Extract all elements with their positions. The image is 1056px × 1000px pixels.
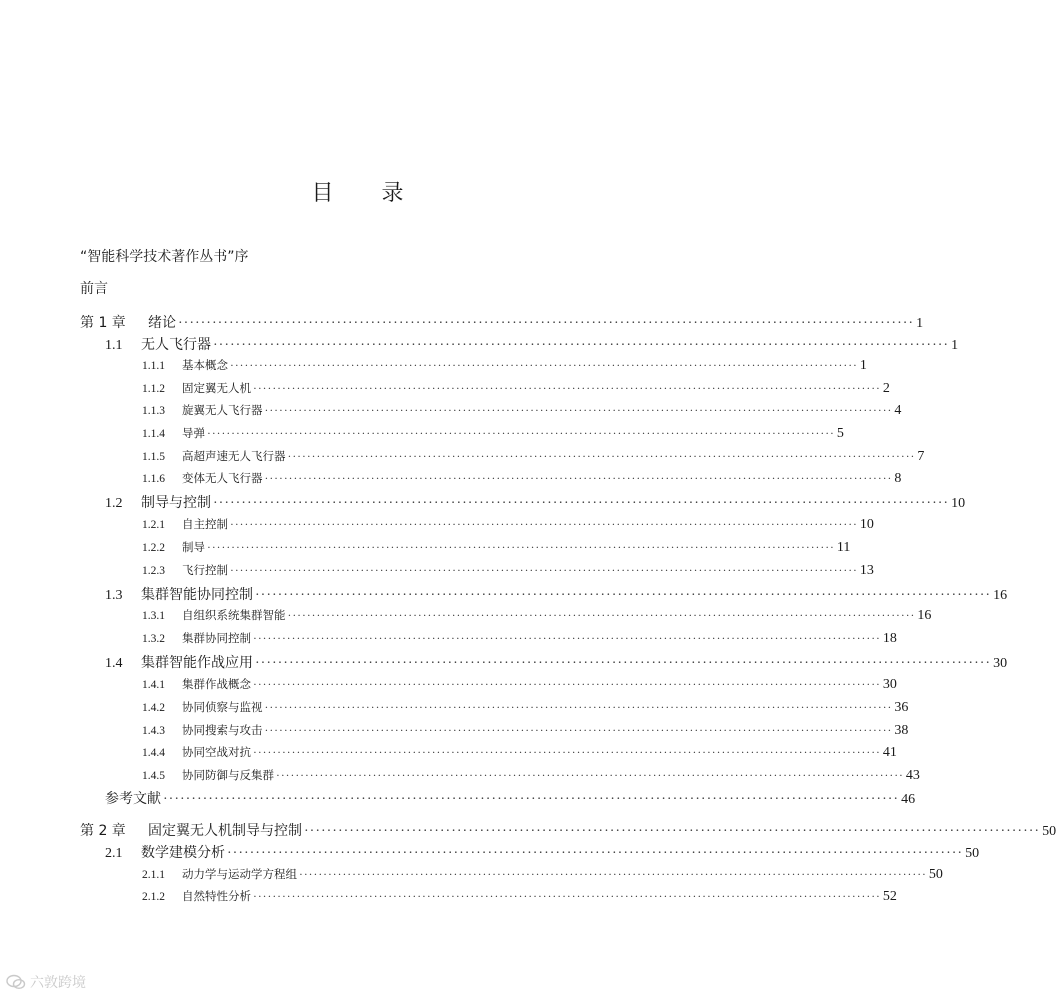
toc-number: 1.2.1: [142, 519, 165, 531]
toc-entry[interactable]: [142, 562, 874, 582]
toc-number: 第 1 章: [80, 315, 126, 331]
dot-leader: ··································································································································: [163, 792, 900, 807]
toc-entry[interactable]: [105, 334, 959, 354]
dot-leader: ··································································································································: [253, 383, 881, 395]
toc-number: 1.4.1: [142, 679, 165, 691]
toc-label: 自然特性分析: [182, 889, 251, 903]
toc-page-number: 41: [882, 745, 897, 760]
toc-entry[interactable]: [142, 767, 920, 787]
toc-number: 1.1.1: [142, 360, 165, 372]
toc-entry[interactable]: [142, 516, 874, 536]
toc-page-number: 38: [894, 723, 909, 738]
dot-leader: ··································································································································: [264, 405, 893, 417]
toc-page-number: 2: [882, 381, 890, 396]
toc-label: 集群作战概念: [182, 677, 251, 691]
toc-entry[interactable]: [105, 584, 1008, 604]
toc-label: 数学建模分析: [141, 845, 225, 861]
toc-entry[interactable]: [80, 820, 1056, 840]
toc-number: 1.2.3: [142, 565, 165, 577]
toc-number: 1.1.2: [142, 383, 165, 395]
dot-leader: ··································································································································: [230, 360, 858, 372]
toc-page-number: 16: [993, 588, 1008, 603]
toc-label: 集群智能协同控制: [141, 587, 253, 603]
toc-number: 1.1: [105, 338, 123, 353]
dot-leader: ··································································································································: [287, 451, 916, 463]
toc-page-number: 11: [836, 540, 851, 555]
toc-page-number: 50: [1042, 824, 1056, 839]
toc-number: 1.2: [105, 496, 123, 511]
toc-page-number: 4: [894, 403, 902, 418]
toc-label: 制导: [182, 540, 205, 554]
toc-page-number: 50: [928, 867, 943, 882]
toc-number: 1.3: [105, 588, 123, 603]
toc-label: 变体无人飞行器: [182, 471, 263, 485]
toc-label: 自组织系统集群智能: [182, 608, 286, 622]
toc-label: 旋翼无人飞行器: [182, 403, 263, 417]
toc-number: 1.3.2: [142, 633, 165, 645]
dot-leader: ··································································································································: [255, 656, 992, 671]
toc-label: 飞行控制: [182, 563, 228, 577]
toc-label: 自主控制: [182, 517, 228, 531]
dot-leader: ··································································································································: [276, 770, 904, 782]
dot-leader: ··································································································································: [253, 891, 881, 903]
toc-label: 固定翼无人机: [182, 381, 251, 395]
toc-label: 动力学与运动学方程组: [182, 867, 297, 881]
wechat-logo-icon: [6, 974, 26, 990]
toc-label: 参考文献: [105, 791, 161, 807]
title-char-1: 目: [311, 181, 334, 206]
dot-leader: ··································································································································: [264, 473, 893, 485]
dot-leader: ··································································································································: [264, 725, 893, 737]
toc-entry[interactable]: [105, 842, 980, 862]
toc-entry[interactable]: [142, 888, 897, 908]
toc-number: 2.1: [105, 846, 123, 861]
toc-number: 1.4.4: [142, 747, 165, 759]
toc-page-number: 50: [965, 846, 980, 861]
toc-page-number: 1: [916, 316, 924, 331]
toc-number: 2.1.1: [142, 869, 165, 881]
toc-number: 1.2.2: [142, 542, 165, 554]
toc-page-number: 16: [917, 608, 932, 623]
toc-entry[interactable]: [142, 866, 943, 886]
toc-entry[interactable]: [142, 722, 909, 742]
toc-entry[interactable]: [142, 607, 932, 627]
dot-leader: ··································································································································: [299, 869, 927, 881]
toc-number: 1.4.5: [142, 770, 165, 782]
toc-entry[interactable]: [142, 699, 909, 719]
toc-number: 1.4.3: [142, 725, 165, 737]
toc-entry[interactable]: [142, 357, 867, 377]
toc-entry-references[interactable]: [105, 788, 916, 808]
dot-leader: ··································································································································: [207, 428, 835, 440]
toc-page-number: 7: [917, 449, 925, 464]
watermark: [6, 972, 86, 992]
toc-number: 1.4.2: [142, 702, 165, 714]
toc-page-number: 10: [859, 517, 874, 532]
toc-label: 集群智能作战应用: [141, 655, 253, 671]
dot-leader: ··································································································································: [207, 542, 835, 554]
dot-leader: ··································································································································: [253, 747, 881, 759]
page-title: [0, 176, 715, 207]
toc-number: 1.1.6: [142, 473, 165, 485]
preface-entry[interactable]: 前言: [80, 281, 108, 297]
toc-entry[interactable]: [142, 630, 897, 650]
toc-entry[interactable]: [142, 425, 844, 445]
toc-number: 1.1.3: [142, 405, 165, 417]
toc-entry[interactable]: [105, 652, 1008, 672]
dot-leader: ··································································································································: [178, 316, 915, 331]
toc-entry[interactable]: [142, 448, 925, 468]
watermark-text: 六敦跨境: [30, 975, 86, 991]
toc-entry[interactable]: [142, 539, 851, 559]
toc-page-number: 13: [859, 563, 874, 578]
toc-label: 导弹: [182, 426, 205, 440]
toc-label: 绪论: [148, 315, 176, 331]
toc-entry[interactable]: [142, 470, 902, 490]
dot-leader: ··································································································································: [230, 565, 858, 577]
toc-page-number: 1: [951, 338, 959, 353]
dot-leader: ··································································································································: [264, 702, 893, 714]
toc-label: 基本概念: [182, 358, 228, 372]
toc-number: 1.3.1: [142, 610, 165, 622]
toc-page-number: 43: [905, 768, 920, 783]
toc-label: 协同空战对抗: [182, 745, 251, 759]
toc-entry[interactable]: [142, 744, 897, 764]
dot-leader: ··································································································································: [255, 588, 992, 603]
toc-label: 协同防御与反集群: [182, 768, 274, 782]
toc-number: 1.4: [105, 656, 123, 671]
toc-entry[interactable]: [142, 380, 890, 400]
dot-leader: ··································································································································: [213, 338, 950, 353]
toc-page-number: 46: [901, 792, 916, 807]
toc-page-number: 1: [859, 358, 867, 373]
toc-page-number: 18: [882, 631, 897, 646]
toc-label: 协同侦察与监视: [182, 700, 263, 714]
title-char-2: 录: [381, 181, 404, 206]
toc-label: 制导与控制: [141, 495, 211, 511]
toc-page-number: 30: [882, 677, 897, 692]
toc-page-number: 30: [993, 656, 1008, 671]
toc-label: 协同搜索与攻击: [182, 723, 263, 737]
dot-leader: ··································································································································: [253, 679, 881, 691]
toc-label: 无人飞行器: [141, 337, 211, 353]
dot-leader: ··································································································································: [304, 824, 1041, 839]
toc-entry[interactable]: [105, 492, 966, 512]
toc-label: 集群协同控制: [182, 631, 251, 645]
dot-leader: ··································································································································: [227, 846, 964, 861]
toc-number: 第 2 章: [80, 823, 126, 839]
toc-entry[interactable]: [80, 312, 924, 332]
toc-number: 1.1.4: [142, 428, 165, 440]
toc-label: 固定翼无人机制导与控制: [148, 823, 302, 839]
toc-entry[interactable]: [142, 676, 897, 696]
dot-leader: ··································································································································: [230, 519, 858, 531]
toc-entry[interactable]: [142, 402, 902, 422]
toc-page-number: 36: [894, 700, 909, 715]
toc-page-number: 5: [836, 426, 844, 441]
toc-page-number: 8: [894, 471, 902, 486]
toc-page-number: 10: [951, 496, 966, 511]
series-preface-entry[interactable]: “智能科学技术著作丛书”序: [80, 249, 249, 265]
toc-number: 2.1.2: [142, 891, 165, 903]
dot-leader: ··································································································································: [253, 633, 881, 645]
toc-label: 高超声速无人飞行器: [182, 449, 286, 463]
toc-page-number: 52: [882, 889, 897, 904]
toc-number: 1.1.5: [142, 451, 165, 463]
dot-leader: ··································································································································: [213, 496, 950, 511]
dot-leader: ··································································································································: [287, 610, 916, 622]
